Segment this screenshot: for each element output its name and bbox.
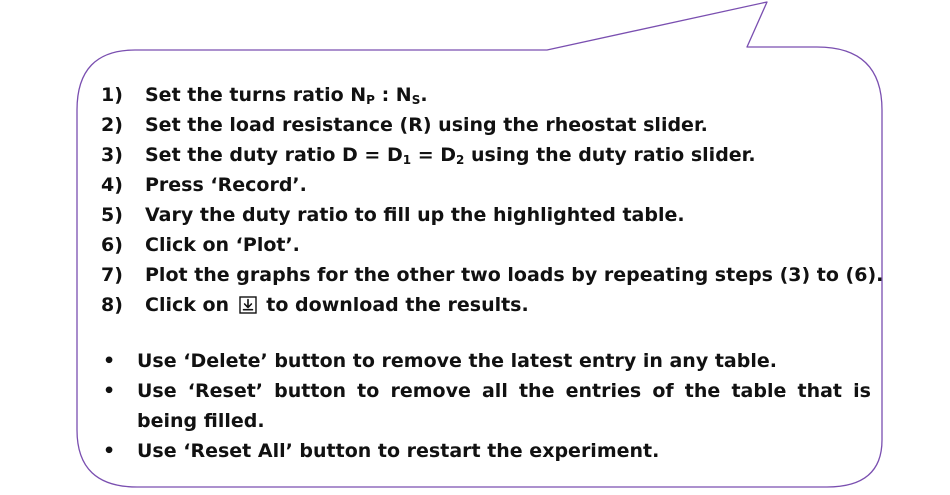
step-text-part: : N [374, 84, 412, 106]
step-text-part: Click on [145, 294, 236, 316]
note-text: Use ‘Reset All’ button to restart the experiment. [137, 440, 660, 462]
instructions-panel [101, 80, 884, 466]
step-item [101, 170, 871, 200]
step-text-part: Click on ‘Plot’. [145, 234, 300, 256]
step-text [145, 200, 685, 230]
step-text-part: Set the duty ratio D = D [145, 144, 403, 166]
step-text-part: Press ‘Record’. [145, 174, 307, 196]
subscript: 2 [456, 153, 465, 167]
step-number: 1) [101, 84, 123, 106]
step-text [145, 110, 708, 140]
step-item [101, 200, 871, 230]
bullet-icon: • [103, 440, 116, 462]
step-text-part: Set the load resistance (R) using the rheostat slider. [145, 114, 708, 136]
note-item [101, 436, 871, 466]
step-item [101, 290, 871, 320]
step-number: 5) [101, 204, 123, 226]
step-item [101, 140, 871, 170]
step-item [101, 260, 884, 290]
step-text [145, 140, 756, 170]
step-number: 7) [101, 264, 123, 286]
subscript: P [366, 93, 375, 107]
step-text-part: using the duty ratio slider. [464, 144, 756, 166]
step-item [101, 80, 871, 110]
step-number: 2) [101, 114, 123, 136]
step-number: 3) [101, 144, 123, 166]
step-text [145, 230, 300, 260]
step-text-part: Vary the duty ratio to fill up the highlighted table. [145, 204, 685, 226]
step-text [145, 290, 529, 320]
step-text-part: to download the results. [259, 294, 529, 316]
step-text-part: Set the turns ratio N [145, 84, 367, 106]
download-icon [239, 293, 257, 311]
step-text [145, 260, 883, 290]
step-number: 6) [101, 234, 123, 256]
step-text-part: . [420, 84, 428, 106]
step-number: 4) [101, 174, 123, 196]
bullet-icon: • [103, 380, 116, 402]
step-text [145, 170, 307, 200]
subscript: 1 [402, 153, 412, 167]
note-text: Use ‘Delete’ button to remove the latest entry in any table. [137, 350, 777, 372]
step-text [145, 80, 428, 110]
subscript: S [411, 93, 421, 107]
step-number: 8) [101, 294, 123, 316]
note-text: Use ‘Reset’ button to remove all the entries of the table that is being filled. [137, 380, 871, 432]
step-text-part: = D [411, 144, 457, 166]
step-item [101, 110, 871, 140]
note-item [101, 346, 871, 376]
note-item [101, 376, 871, 436]
steps-list [101, 80, 884, 320]
step-text-part: Plot the graphs for the other two loads by repeating steps (3) to (6). [145, 264, 884, 286]
notes-list [101, 346, 871, 466]
bullet-icon: • [103, 350, 116, 372]
step-item [101, 230, 871, 260]
